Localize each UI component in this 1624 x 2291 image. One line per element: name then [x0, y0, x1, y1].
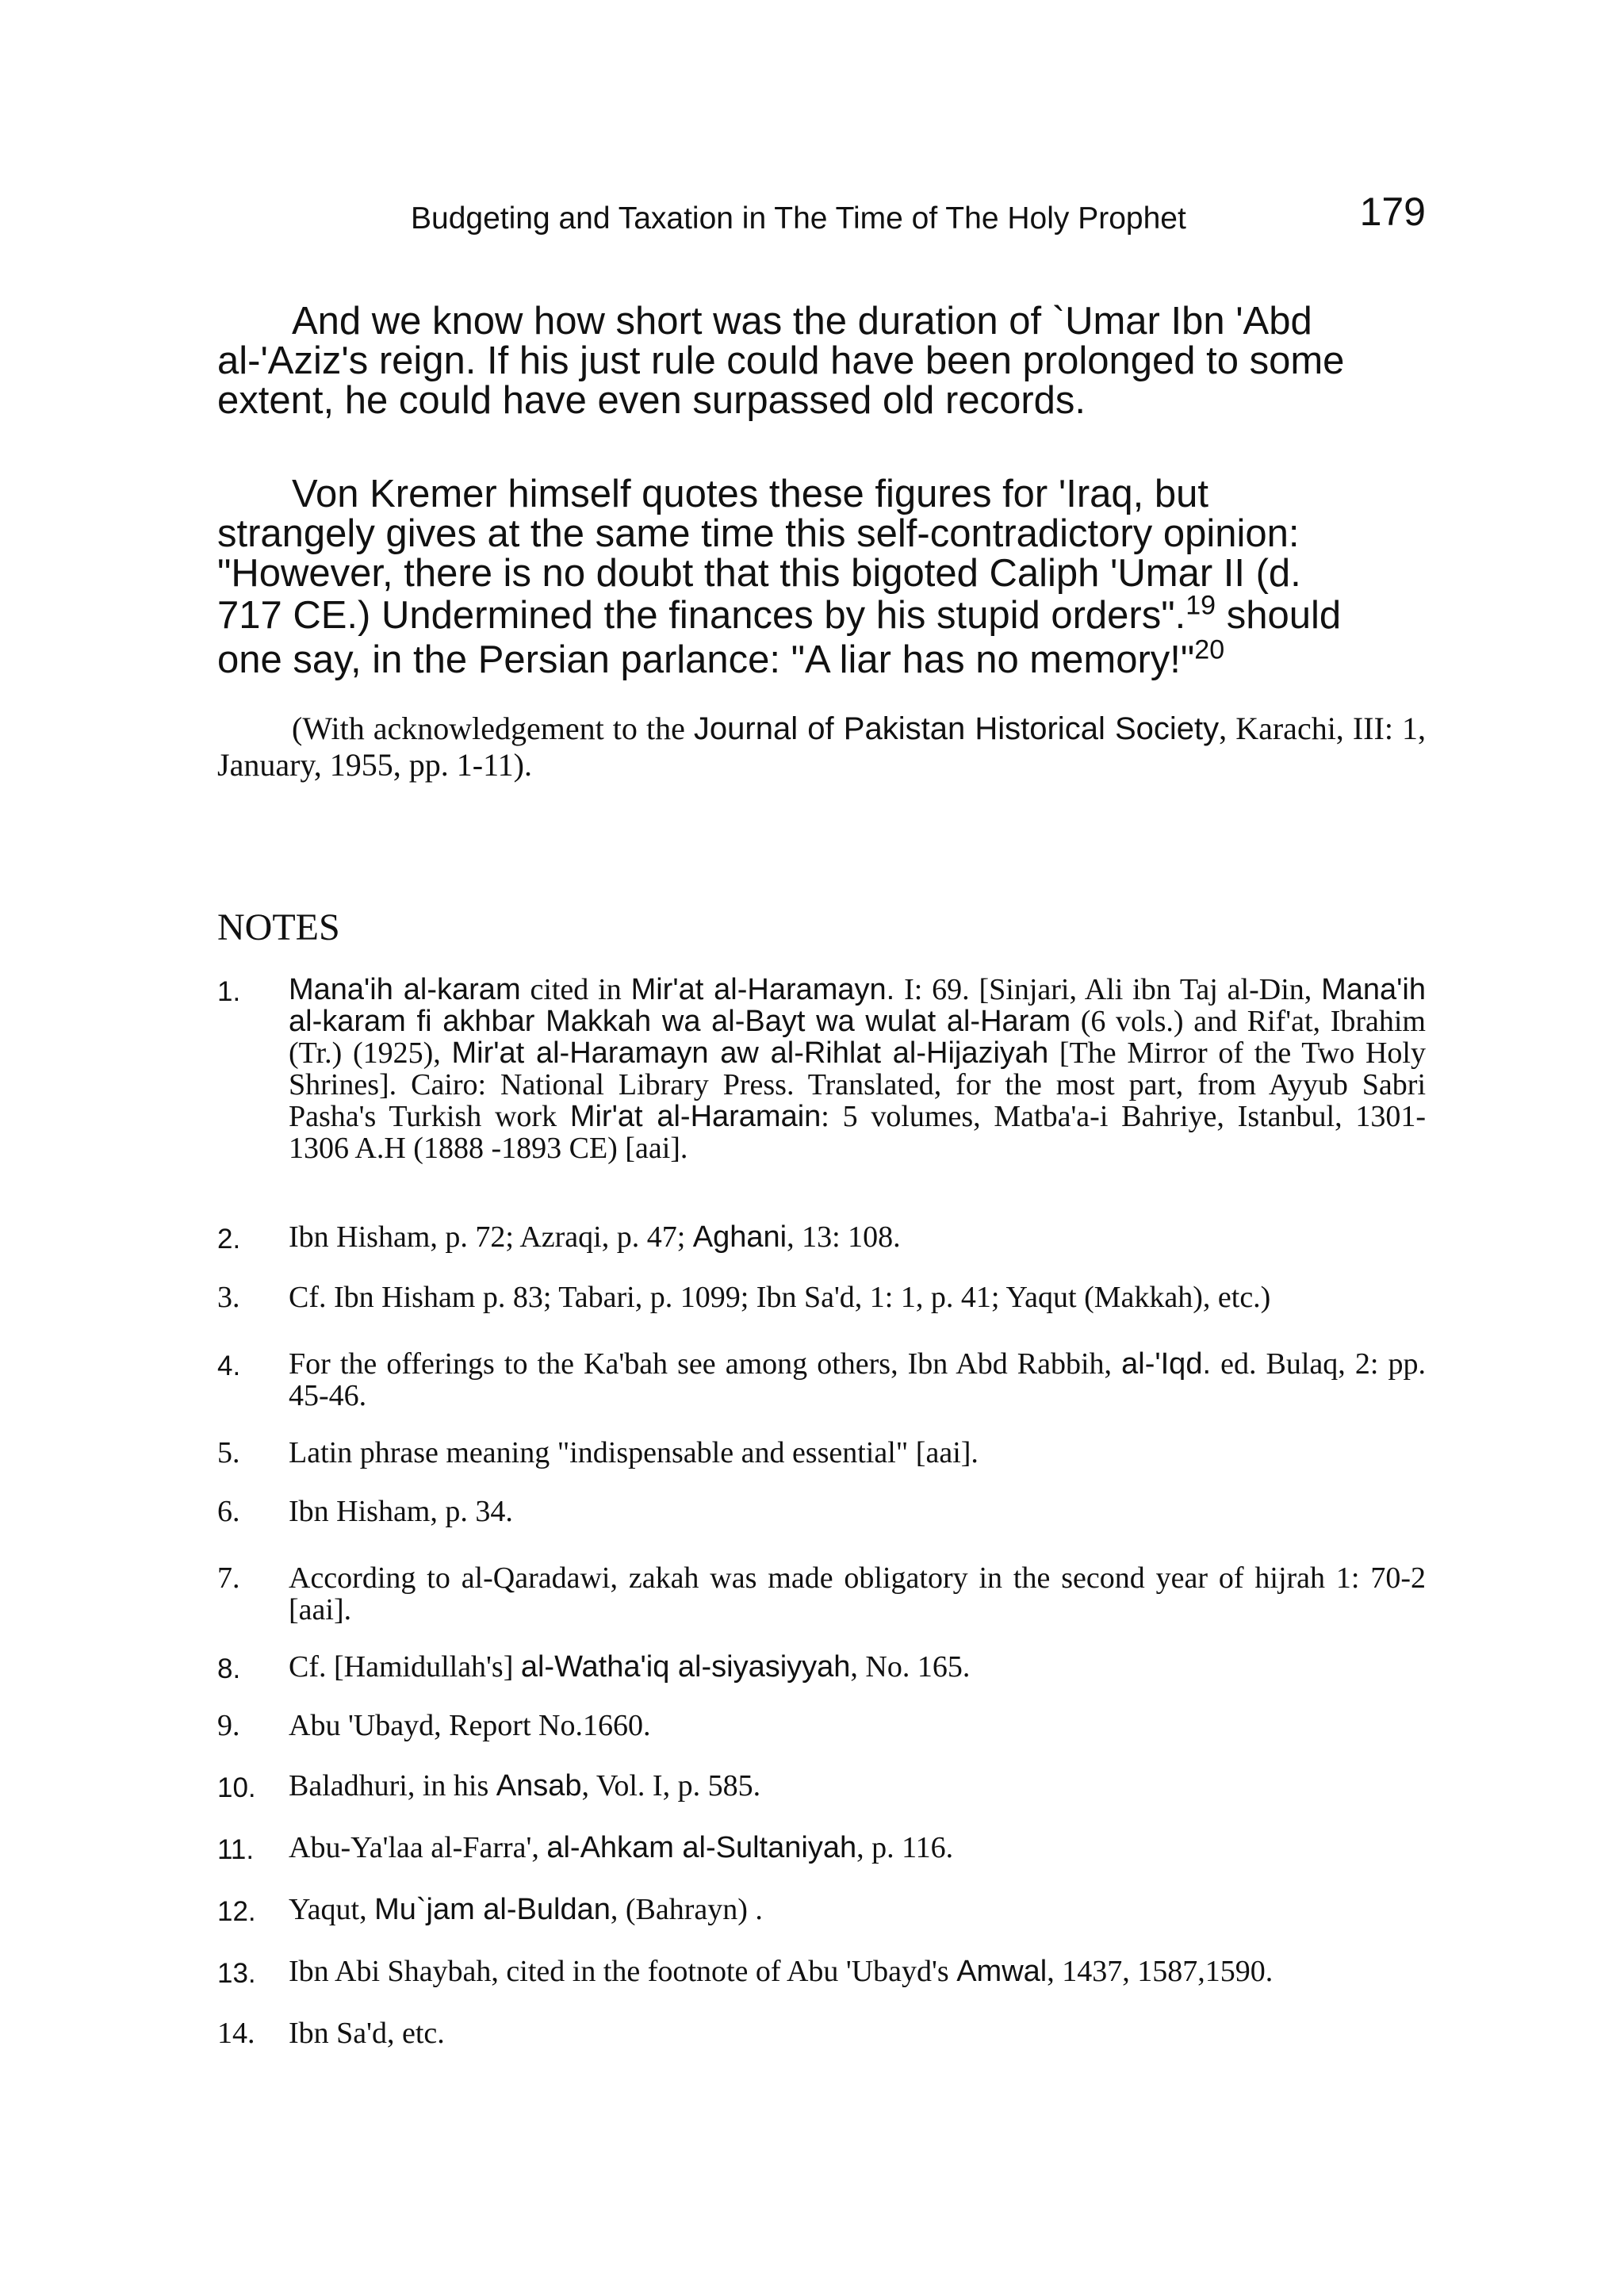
footnote-ref-20[interactable]: 20	[1194, 634, 1225, 665]
note-number: 3.	[217, 1281, 240, 1314]
running-title: Budgeting and Taxation in The Time of The Holy Prophet	[411, 201, 1186, 236]
text-span: , (Bahrayn) .	[610, 1893, 763, 1926]
note-number: 1.	[217, 976, 241, 1007]
note-text	[289, 1832, 1426, 1864]
note-number: 13.	[217, 1958, 256, 1989]
body-paragraph-2	[217, 474, 1426, 682]
note-text	[289, 1956, 1426, 1987]
text-span: , 13: 108.	[787, 1220, 901, 1254]
acknowledgement-paragraph	[217, 711, 1426, 783]
note-number: 11.	[217, 1834, 255, 1865]
text-line	[217, 590, 1426, 638]
work-title: al-Ahkam al-Sultaniyah	[546, 1831, 857, 1864]
note-number: 12.	[217, 1896, 256, 1927]
note-item-12	[217, 1894, 1426, 1925]
text-span: , Karachi, III: 1, January, 1955, pp. 1-11).	[217, 711, 1426, 783]
note-item-13	[217, 1956, 1426, 1987]
text-span: Abu-Ya'laa al-Farra',	[289, 1831, 547, 1864]
note-item-11	[217, 1832, 1426, 1864]
text-line: al-'Aziz's reign. If his just rule could have been prolonged to some	[217, 339, 1345, 382]
note-text	[289, 1894, 1426, 1925]
note-item-14	[217, 2017, 1426, 2049]
note-number: 2.	[217, 1224, 241, 1255]
text-span: Cf. [Hamidullah's]	[289, 1650, 521, 1684]
note-item-4	[217, 1348, 1426, 1412]
note-text: Ibn Sa'd, etc.	[289, 2017, 445, 2050]
note-number: 14.	[217, 2017, 255, 2050]
text-span: 717 CE.) Undermined the finances by his stupid orders".	[217, 594, 1186, 637]
work-title: Mu`jam al-Buldan	[374, 1893, 611, 1926]
note-text	[289, 1221, 1426, 1253]
note-number: 4.	[217, 1350, 241, 1381]
note-number: 8.	[217, 1653, 241, 1684]
work-title: Mir'at al-Haramayn.	[630, 973, 895, 1006]
text-span: Baladhuri, in his	[289, 1769, 496, 1803]
work-title: al-'Iqd.	[1121, 1347, 1212, 1381]
text-span: For the offerings to the Ka'bah see among others, Ibn Abd Rabbih,	[289, 1347, 1122, 1381]
note-text: According to al-Qaradawi, zakah was made obligatory in the second year of hijrah 1: 70-2 [aai].	[289, 1561, 1426, 1626]
note-text	[289, 1651, 1426, 1683]
note-item-1	[217, 974, 1426, 1164]
note-number: 10.	[217, 1772, 256, 1803]
journal-title: Journal of Pakistan Historical Society	[693, 711, 1220, 746]
note-number: 6.	[217, 1495, 240, 1528]
text-line: And we know how short was the duration of `Umar Ibn 'Abd	[292, 300, 1312, 343]
text-span: , 1437, 1587,1590.	[1047, 1955, 1274, 1988]
text-span: , Vol. I, p. 585.	[581, 1769, 761, 1803]
note-text: Ibn Hisham, p. 34.	[289, 1495, 513, 1528]
note-item-6	[217, 1496, 1426, 1527]
note-item-5	[217, 1437, 1426, 1469]
text-span: , p. 116.	[856, 1831, 954, 1864]
note-text	[289, 1770, 1426, 1802]
work-title: Mana'ih al-karam fi akhbar Makkah wa al-Bayt wa wulat al-Haram	[289, 973, 1426, 1038]
work-title: al-Watha'iq al-siyasiyyah	[520, 1650, 851, 1684]
page-number: 179	[1359, 190, 1426, 234]
note-text	[289, 1348, 1426, 1412]
note-text: Latin phrase meaning "indispensable and essential" [aai].	[289, 1436, 979, 1469]
work-title: Mir'at al-Haramayn aw al-Rihlat al-Hijaziyah	[451, 1036, 1049, 1070]
text-line: Von Kremer himself quotes these figures for 'Iraq, but	[292, 473, 1208, 515]
note-text	[289, 974, 1426, 1164]
text-span: I: 69. [Sinjari, Ali ibn Taj al-Din,	[894, 973, 1322, 1006]
text-line: "However, there is no doubt that this bigoted Caliph 'Umar II (d.	[217, 552, 1301, 595]
note-number: 5.	[217, 1436, 240, 1469]
note-item-2	[217, 1221, 1426, 1253]
work-title: Mana'ih al-karam	[289, 973, 521, 1006]
work-title: Amwal	[956, 1955, 1048, 1988]
text-span: [The Mirror of the Two Holy Shrines]. Cairo: National Library Press. Translated, for the most part, from Ayyub Sabri Pasha's Turkish work	[289, 1036, 1426, 1133]
work-title: Ansab	[496, 1769, 582, 1803]
note-text: Cf. Ibn Hisham p. 83; Tabari, p. 1099; Ibn Sa'd, 1: 1, p. 41; Yaqut (Makkah), etc.)	[289, 1281, 1271, 1314]
text-span: ed. Bulaq, 2: pp. 45-46.	[289, 1347, 1426, 1412]
text-span: Yaqut,	[289, 1893, 375, 1926]
note-item-3	[217, 1282, 1426, 1313]
footnote-ref-19[interactable]: 19	[1185, 590, 1216, 621]
text-span: should	[1216, 594, 1342, 637]
text-line: extent, he could have even surpassed old records.	[217, 379, 1086, 422]
note-item-9	[217, 1710, 1426, 1741]
text-span: : 5 volumes, Matba'a-i Bahriye, Istanbul, 1301-1306 A.H (1888 -1893 CE) [aai].	[289, 1100, 1426, 1165]
text-line	[217, 634, 1426, 682]
note-item-10	[217, 1770, 1426, 1802]
running-header	[411, 184, 1426, 247]
text-span: (With acknowledgement to the	[292, 711, 694, 746]
work-title: Mir'at al-Haramain	[569, 1100, 822, 1133]
text-span: (6 vols.) and Rif'at, Ibrahim (Tr.) (1925),	[289, 1005, 1426, 1070]
body-paragraph-1	[217, 301, 1426, 420]
text-span: one say, in the Persian parlance: "A liar has no memory!"	[217, 638, 1195, 681]
text-line: strangely gives at the same time this self-contradictory opinion:	[217, 512, 1300, 555]
note-number: 9.	[217, 1709, 240, 1742]
text-span: , No. 165.	[850, 1650, 971, 1684]
text-span: Ibn Hisham, p. 72; Azraqi, p. 47;	[289, 1220, 693, 1254]
notes-heading: NOTES	[217, 906, 340, 948]
text-span: Ibn Abi Shaybah, cited in the footnote of Abu 'Ubayd's	[289, 1955, 957, 1988]
work-title: Aghani	[692, 1220, 787, 1254]
note-item-8	[217, 1651, 1426, 1683]
note-number: 7.	[217, 1561, 240, 1595]
text-span: cited in	[520, 973, 631, 1006]
note-item-7	[217, 1562, 1426, 1626]
note-text: Abu 'Ubayd, Report No.1660.	[289, 1709, 651, 1742]
